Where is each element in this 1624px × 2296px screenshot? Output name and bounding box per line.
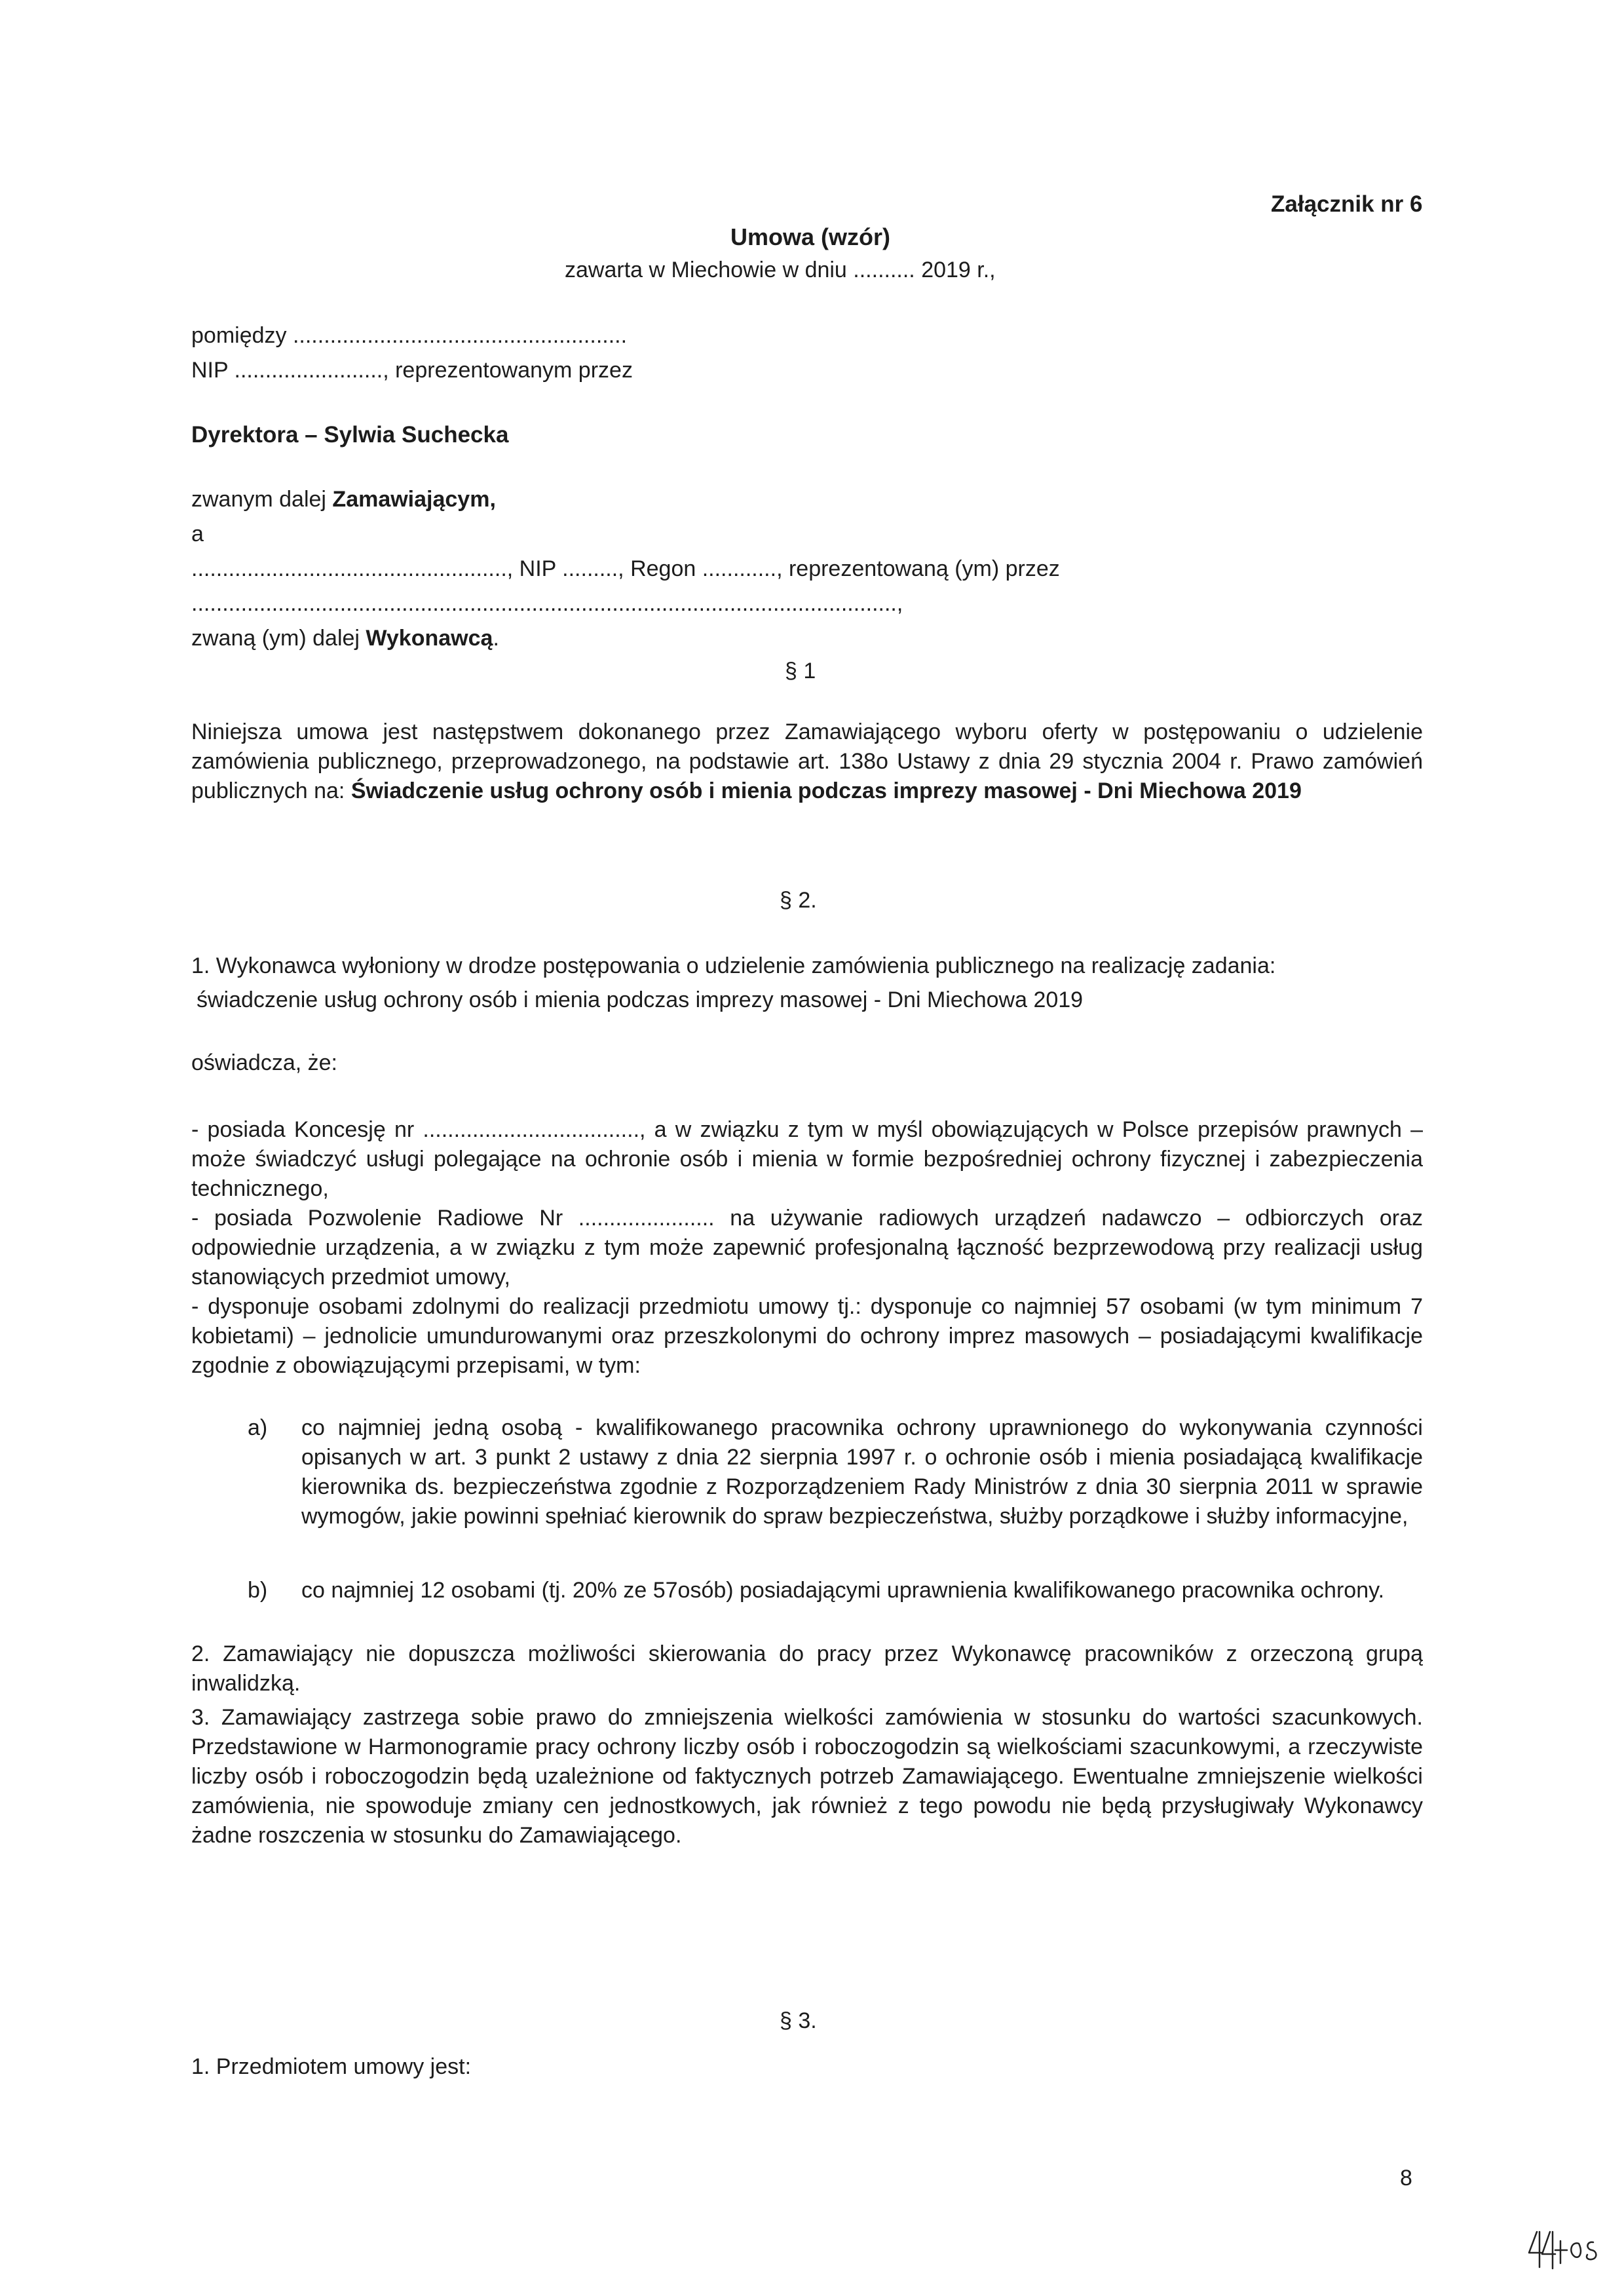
- bullet-staff: - dysponuje osobami zdolnymi do realizacji przedmiotu umowy tj.: dysponuje co najmniej 57 osobami (w tym minimum 7 kobietami) – jednolicie umundurowanymi oraz przeszkolonymi do ochrony imprez masowych – posiadającymi kwalifikacje zgodnie z obowiązującymi przepisami, w tym:: [191, 1294, 1423, 1378]
- section-1-subject: Świadczenie usług ochrony osób i mienia podczas imprezy masowej - Dni Miechowa 2019: [350, 778, 1302, 803]
- declares-label: oświadcza, że:: [191, 1050, 337, 1075]
- contractor-dots: ..................................................................................................................,: [191, 591, 903, 616]
- section-1-text: [191, 718, 1423, 806]
- conjunction-a: a: [191, 522, 204, 546]
- section-2-p1-line1: 1. Wykonawca wyłoniony w drodze postępowania o udzielenie zamówienia publicznego na realizację zadania:: [191, 953, 1276, 978]
- parties-line-1: pomiędzy ......................................................: [191, 323, 628, 348]
- item-a-label: a): [248, 1415, 268, 1440]
- contractor-line: ..................................................., NIP ........., Regon ............, reprezentowaną (ym) przez: [191, 556, 1060, 581]
- bullet-concession: - posiada Koncesję nr ..................................., a w związku z tym w myśl obowiązujących w Polsce przepisów prawnych – może świadczyć usługi polegające na ochronie osób i mienia w formie bezpośredniej ochrony fizycznej i zabezpieczenia technicznego,: [191, 1117, 1423, 1201]
- item-b-text: co najmniej 12 osobami (tj. 20% ze 57osób) posiadającymi uprawnienia kwalifikowanego pracownika ochrony.: [301, 1578, 1385, 1603]
- contractor-suffix: .: [493, 626, 499, 651]
- contractor-prefix: zwaną (ym) dalej: [191, 626, 366, 651]
- item-a-text: co najmniej jedną osobą - kwalifikowanego pracownika ochrony uprawnionego do wykonywania czynności opisanych w art. 3 punkt 2 ustawy z dnia 22 sierpnia 1997 r. o ochronie osób i mienia posiadającą kwalifikacje kierownika ds. bezpieczeństwa zgodnie z Rozporządzeniem Rady Ministrów z dnia 30 sierpnia 2011 w sprawie wymogów, jakie powinni spełniać kierownik do spraw bezpieczeństwa, służby porządkowe i służby informacyjne,: [301, 1415, 1423, 1529]
- document-title: Umowa (wzór): [730, 223, 891, 250]
- section-2-p3: 3. Zamawiający zastrzega sobie prawo do zmniejszenia wielkości zamówienia w stosunku do wartości szacunkowych. Przedstawione w Harmonogramie pracy ochrony liczby osób i roboczogodzin są wielkościami szacunkowymi, a rzeczywiste liczby osób i roboczogodzin będą uzależnione od faktycznych potrzeb Zamawiającego. Ewentualne zmniejszenie wielkości zamówienia, nie spowoduje zmiany cen jednostkowych, jak również z tego powodu nie będą przysługiwały Wykonawcy żadne roszczenia w stosunku do Zamawiającego.: [191, 1705, 1423, 1848]
- page-number: 8: [1400, 2166, 1412, 2191]
- contractor-party-line: [191, 624, 499, 653]
- ordering-party-name: Zamawiającym,: [332, 487, 496, 512]
- section-2-p1-line2: świadczenie usług ochrony osób i mienia podczas imprezy masowej - Dni Miechowa 2019: [197, 987, 1084, 1012]
- ordering-party-prefix: zwanym dalej: [191, 487, 333, 512]
- section-3-p1: 1. Przedmiotem umowy jest:: [191, 2054, 472, 2079]
- item-b-label: b): [248, 1578, 268, 1603]
- section-1-heading: § 1: [785, 659, 816, 683]
- handwritten-mark: [1525, 2227, 1604, 2272]
- contractor-name: Wykonawcą: [366, 626, 493, 651]
- bullet-radio-permit: - posiada Pozwolenie Radiowe Nr ...................... na używanie radiowych urządzeń nadawczo – odbiorczych oraz odpowiednie urządzenia, a w związku z tym może zapewnić profesjonalną łączność bezprzewodową przy realizacji usług stanowiących przedmiot umowy,: [191, 1206, 1423, 1290]
- section-2-bullets: [191, 1115, 1423, 1381]
- document-subtitle: zawarta w Miechowie w dniu .......... 2019 r.,: [565, 258, 996, 282]
- section-1-body: Niniejsza umowa jest następstwem dokonanego przez Zamawiającego wyboru oferty w postępowaniu o udzielenie zamówienia publicznego, przeprowadzonego, na podstawie art. 138o Ustawy z dnia 29 stycznia 2004 r. Prawo zamówień publicznych na:: [191, 719, 1423, 803]
- section-2-heading: § 2.: [780, 888, 817, 913]
- section-2-p2: 2. Zamawiający nie dopuszcza możliwości skierowania do pracy przez Wykonawcę pracowników z orzeczoną grupą inwalidzką.: [191, 1641, 1423, 1696]
- section-3-heading: § 3.: [780, 2008, 817, 2033]
- attachment-label: Załącznik nr 6: [1271, 191, 1423, 217]
- director-name: Dyrektora – Sylwia Suchecka: [191, 422, 509, 448]
- ordering-party-line: [191, 485, 496, 514]
- parties-line-2: NIP ........................, reprezentowanym przez: [191, 358, 633, 383]
